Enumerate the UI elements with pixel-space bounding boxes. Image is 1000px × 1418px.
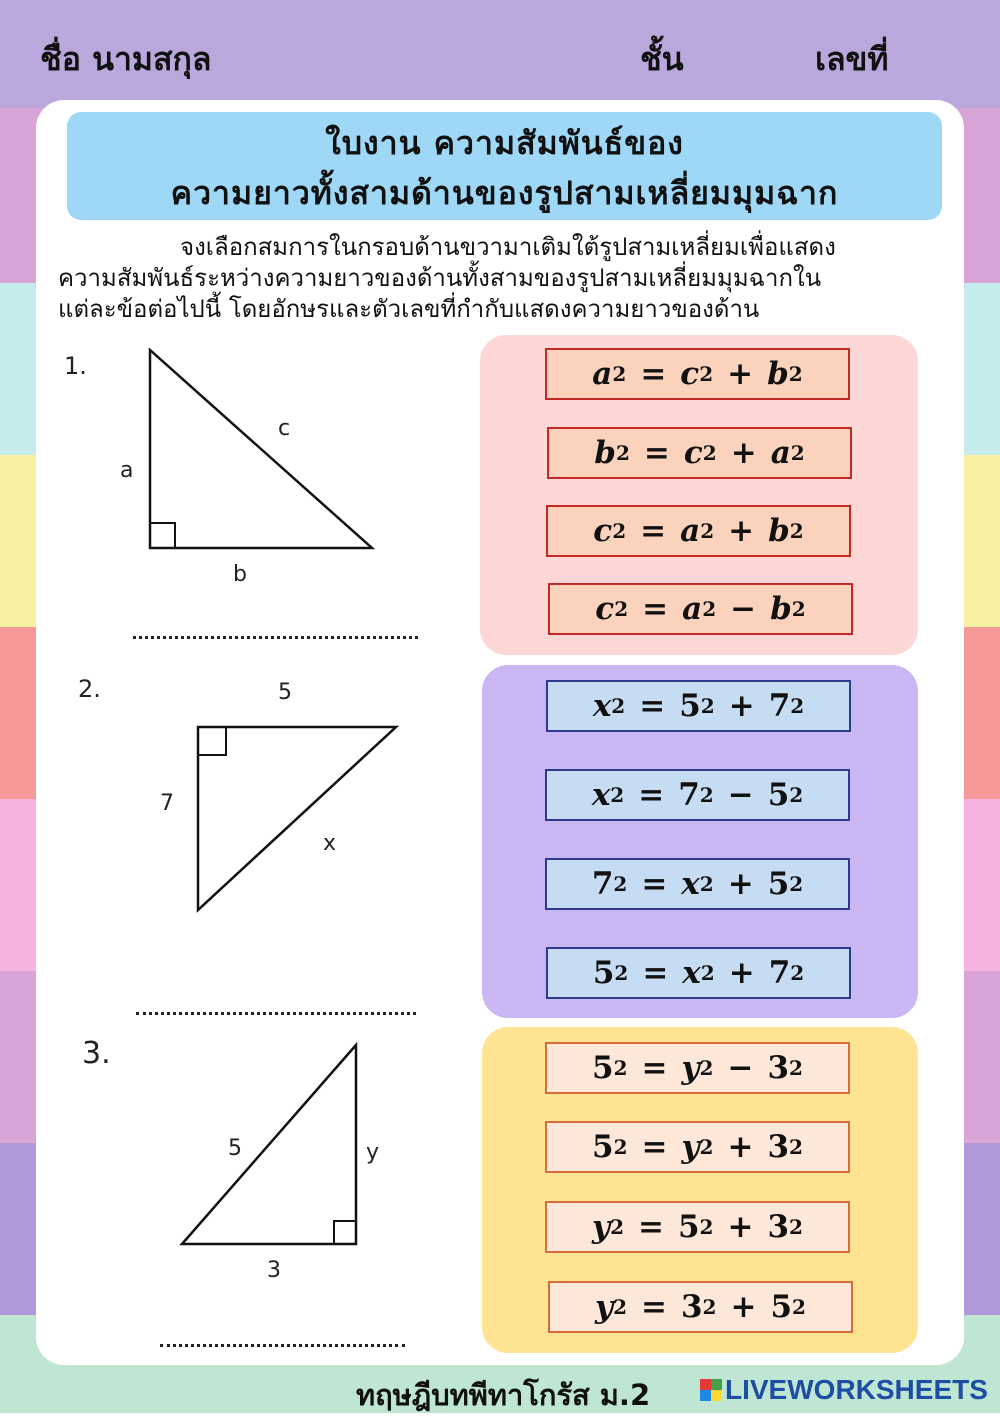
name-label: ชื่อ นามสกุล (40, 40, 212, 78)
equation-option[interactable]: 5 2 = y 2 + 3 2 (545, 1121, 850, 1173)
liveworksheets-logo[interactable] (700, 1374, 988, 1406)
answer-blank-2[interactable] (136, 998, 416, 1015)
number-label: เลขที่ (815, 40, 889, 78)
equation-option[interactable]: 5 2 = x 2 + 7 2 (546, 947, 851, 999)
equation-option[interactable]: 7 2 = x 2 + 5 2 (545, 858, 850, 910)
answer-blank-1[interactable] (133, 622, 418, 639)
logo-text: LIVEWORKSHEETS (725, 1374, 988, 1405)
triangle-1-diagram (100, 340, 400, 590)
side-label-5: 5 (228, 1136, 242, 1161)
answer-blank-3[interactable] (160, 1330, 405, 1347)
equation-option[interactable]: c 2 = a 2 − b 2 (548, 583, 853, 635)
side-label-3: 3 (267, 1258, 281, 1283)
right-angle-marker (334, 1221, 356, 1244)
triangle-1-shape (150, 350, 372, 548)
footer (0, 1366, 1000, 1413)
instruction-line-2: ความสัมพันธ์ระหว่างความยาวของด้านทั้งสามของรูปสามเหลี่ยมมุมฉากใน (58, 264, 822, 292)
equation-option[interactable]: c 2 = a 2 + b 2 (546, 505, 851, 557)
footer-subject: ทฤษฎีบทพีทาโกรัส ม.2 (356, 1378, 651, 1412)
header-bar (0, 0, 1000, 108)
equation-option[interactable]: y 2 = 5 2 + 3 2 (545, 1201, 850, 1253)
equation-option[interactable]: 5 2 = y 2 − 3 2 (545, 1042, 850, 1094)
triangle-2-shape (198, 727, 396, 910)
title-line-1: ใบงาน ความสัมพันธ์ของ (325, 124, 684, 162)
side-label-x: x (323, 831, 337, 856)
triangle-3-shape (182, 1045, 356, 1244)
right-angle-marker (198, 727, 226, 755)
side-label-a: a (120, 458, 134, 483)
logo-icon (700, 1379, 722, 1401)
worksheet-title (67, 112, 942, 220)
equation-option[interactable]: x 2 = 5 2 + 7 2 (546, 680, 851, 732)
instruction-line-1: จงเลือกสมการในกรอบด้านขวามาเติมใต้รูปสามเหลี่ยมเพื่อแสดง (180, 233, 836, 261)
side-label-7: 7 (160, 791, 174, 816)
problem-2-number: 2. (78, 675, 101, 703)
equation-option[interactable]: y 2 = 3 2 + 5 2 (548, 1281, 853, 1333)
problem-3-number: 3. (82, 1036, 111, 1071)
instructions (58, 232, 948, 325)
side-label-5: 5 (278, 680, 292, 705)
equation-option[interactable]: x 2 = 7 2 − 5 2 (545, 769, 850, 821)
right-angle-marker (150, 523, 175, 548)
instruction-line-3: แต่ละข้อต่อไปนี้ โดยอักษรและตัวเลขที่กำกับแสดงความยาวของด้าน (58, 295, 760, 323)
side-label-b: b (233, 562, 247, 587)
problem-1-number: 1. (64, 352, 87, 380)
title-line-2: ความยาวทั้งสามด้านของรูปสามเหลี่ยมมุมฉาก (170, 174, 839, 212)
equation-option[interactable]: a 2 = c 2 + b 2 (545, 348, 850, 400)
equation-option[interactable]: b 2 = c 2 + a 2 (547, 427, 852, 479)
side-label-y: y (366, 1140, 380, 1165)
side-label-c: c (278, 416, 291, 441)
triangle-2-diagram (150, 670, 430, 930)
triangle-3-diagram (170, 1035, 420, 1295)
class-label: ชั้น (640, 40, 684, 78)
